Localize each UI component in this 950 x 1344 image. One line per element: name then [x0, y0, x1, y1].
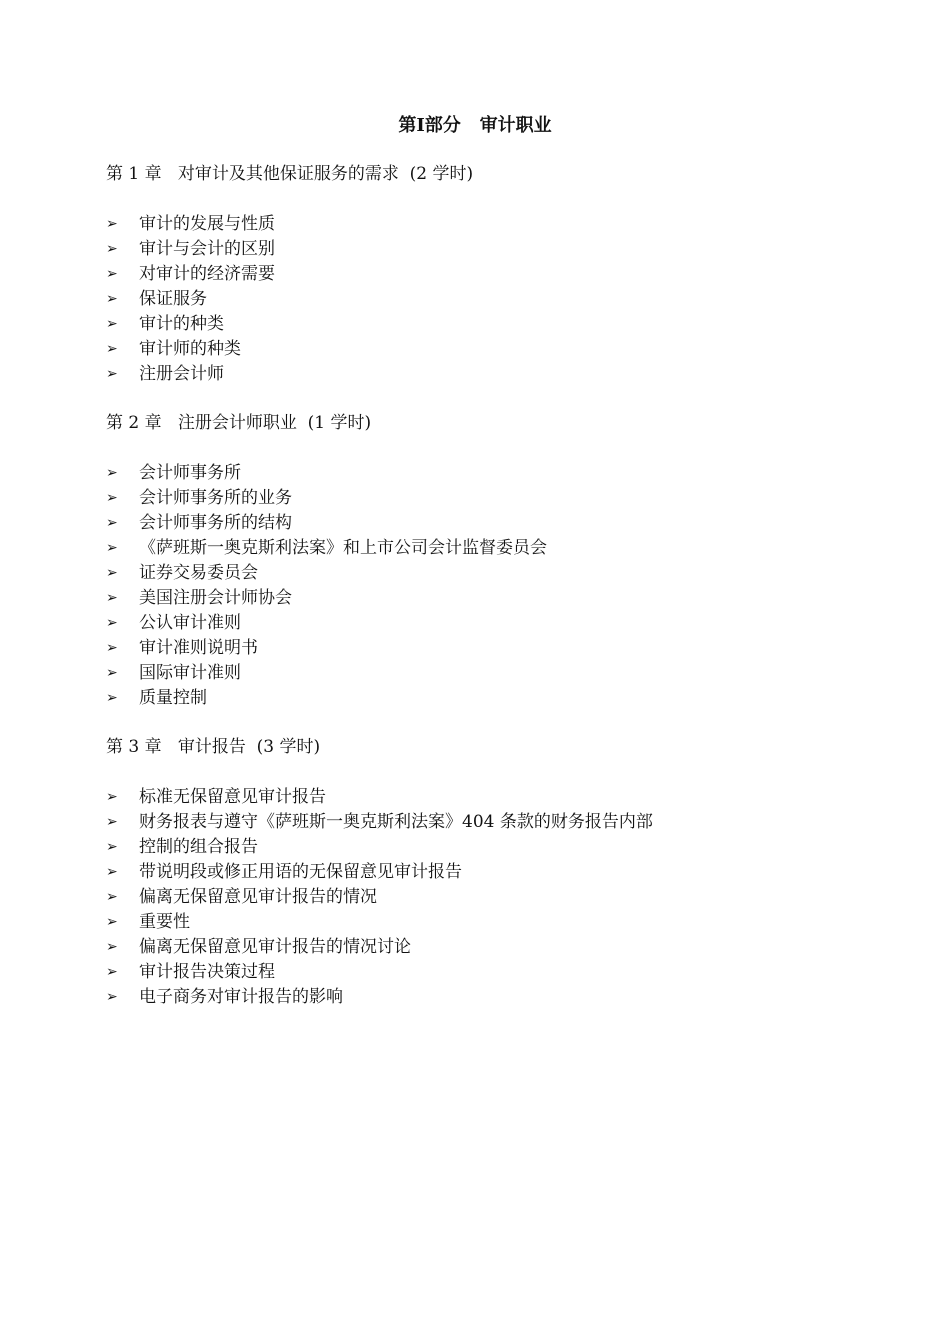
arrowhead-bullet-icon: ➢ [106, 814, 118, 830]
topic-text: 偏离无保留意见审计报告的情况 [139, 887, 377, 907]
chapter-1-heading: 第 1 章 对审计及其他保证服务的需求 (2 学时) [106, 164, 474, 184]
list-item [106, 810, 653, 835]
list-item [106, 262, 275, 287]
list-item [106, 935, 653, 960]
topic-text: 审计的种类 [139, 314, 224, 334]
chapter-1-topic-list [106, 212, 275, 387]
topic-text: 标准无保留意见审计报告 [139, 787, 326, 807]
topic-text: 会计师事务所 [139, 463, 241, 483]
chapter-2-topic-list [106, 461, 547, 711]
list-item [106, 586, 547, 611]
list-item [106, 536, 547, 561]
arrowhead-bullet-icon: ➢ [106, 366, 118, 382]
arrowhead-bullet-icon: ➢ [106, 615, 118, 631]
topic-text: 财务报表与遵守《萨班斯一奥克斯利法案》404 条款的财务报告内部 [139, 812, 653, 832]
arrowhead-bullet-icon: ➢ [106, 939, 118, 955]
list-item [106, 461, 547, 486]
chapter-2-heading: 第 2 章 注册会计师职业 (1 学时) [106, 413, 372, 433]
topic-text: 审计报告决策过程 [139, 962, 275, 982]
chapter-3-heading: 第 3 章 审计报告 (3 学时) [106, 737, 321, 757]
topic-text: 美国注册会计师协会 [139, 588, 292, 608]
list-item [106, 985, 653, 1010]
topic-text: 证券交易委员会 [139, 563, 258, 583]
list-item [106, 661, 547, 686]
list-item [106, 561, 547, 586]
arrowhead-bullet-icon: ➢ [106, 540, 118, 556]
arrowhead-bullet-icon: ➢ [106, 590, 118, 606]
arrowhead-bullet-icon: ➢ [106, 515, 118, 531]
topic-text: 审计的发展与性质 [139, 214, 275, 234]
list-item [106, 835, 653, 860]
topic-text: 保证服务 [139, 289, 207, 309]
arrowhead-bullet-icon: ➢ [106, 839, 118, 855]
list-item [106, 910, 653, 935]
arrowhead-bullet-icon: ➢ [106, 216, 118, 232]
list-item [106, 960, 653, 985]
list-item [106, 312, 275, 337]
list-item [106, 860, 653, 885]
part-title: 第Ⅰ部分 审计职业 [398, 115, 552, 136]
arrowhead-bullet-icon: ➢ [106, 316, 118, 332]
list-item [106, 636, 547, 661]
topic-text: 审计准则说明书 [139, 638, 258, 658]
topic-text: 重要性 [139, 912, 190, 932]
list-item [106, 212, 275, 237]
topic-text: 带说明段或修正用语的无保留意见审计报告 [139, 862, 462, 882]
list-item [106, 337, 275, 362]
arrowhead-bullet-icon: ➢ [106, 640, 118, 656]
topic-text: 偏离无保留意见审计报告的情况讨论 [139, 937, 411, 957]
list-item [106, 237, 275, 262]
topic-text: 审计师的种类 [139, 339, 241, 359]
arrowhead-bullet-icon: ➢ [106, 341, 118, 357]
arrowhead-bullet-icon: ➢ [106, 789, 118, 805]
chapter-3-topic-list [106, 785, 653, 1010]
topic-text: 注册会计师 [139, 364, 224, 384]
list-item [106, 486, 547, 511]
arrowhead-bullet-icon: ➢ [106, 889, 118, 905]
arrowhead-bullet-icon: ➢ [106, 864, 118, 880]
arrowhead-bullet-icon: ➢ [106, 565, 118, 581]
topic-text: 会计师事务所的结构 [139, 513, 292, 533]
topic-text: 公认审计准则 [139, 613, 241, 633]
topic-text: 控制的组合报告 [139, 837, 258, 857]
arrowhead-bullet-icon: ➢ [106, 291, 118, 307]
topic-text: 对审计的经济需要 [139, 264, 275, 284]
arrowhead-bullet-icon: ➢ [106, 266, 118, 282]
list-item [106, 511, 547, 536]
topic-text: 《萨班斯一奥克斯利法案》和上市公司会计监督委员会 [139, 538, 547, 558]
topic-text: 国际审计准则 [139, 663, 241, 683]
arrowhead-bullet-icon: ➢ [106, 690, 118, 706]
arrowhead-bullet-icon: ➢ [106, 465, 118, 481]
list-item [106, 287, 275, 312]
arrowhead-bullet-icon: ➢ [106, 241, 118, 257]
topic-text: 审计与会计的区别 [139, 239, 275, 259]
topic-text: 电子商务对审计报告的影响 [139, 987, 343, 1007]
arrowhead-bullet-icon: ➢ [106, 490, 118, 506]
arrowhead-bullet-icon: ➢ [106, 914, 118, 930]
list-item [106, 362, 275, 387]
list-item [106, 686, 547, 711]
topic-text: 会计师事务所的业务 [139, 488, 292, 508]
topic-text: 质量控制 [139, 688, 207, 708]
arrowhead-bullet-icon: ➢ [106, 964, 118, 980]
arrowhead-bullet-icon: ➢ [106, 989, 118, 1005]
list-item [106, 611, 547, 636]
list-item [106, 885, 653, 910]
list-item [106, 785, 653, 810]
arrowhead-bullet-icon: ➢ [106, 665, 118, 681]
